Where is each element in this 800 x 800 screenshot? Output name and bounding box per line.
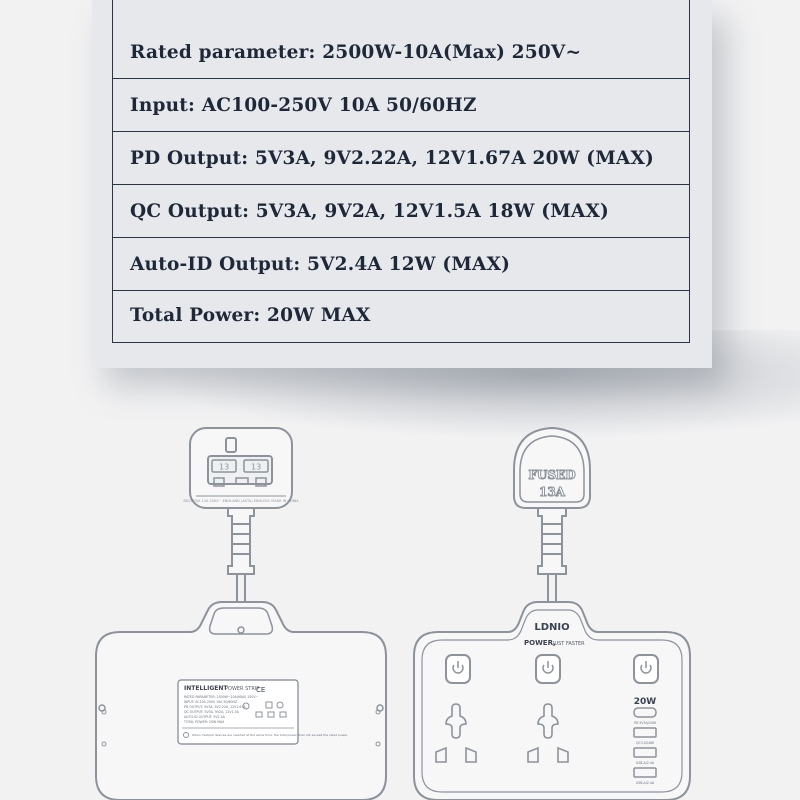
spec-pd-output: PD Output: 5V3A, 9V2.22A, 12V1.67A 20W (MAX) — [112, 132, 690, 185]
spec-rated-parameter: Rated parameter: 2500W-10A(Max) 250V~ — [112, 26, 690, 79]
plug-fine-print: BS1363/A 13A 250V~ ENGLAND (ASTA) ENGLISH, MADE IN CHINA — [183, 499, 299, 503]
power-button-3[interactable] — [634, 655, 658, 683]
port-label-2: QC3.0/18W — [635, 741, 655, 745]
label-warning: When multiple devices are inserted at the same time, the total power shall not exceed the rated power. — [192, 733, 349, 737]
brand-logo: LDNIO — [534, 622, 570, 633]
cord-right — [538, 508, 566, 604]
plug-back-view — [190, 428, 292, 508]
label-line-3: PD OUTPUT: 5V3A, 9V2.22A, 12V1.67A — [184, 705, 246, 709]
label-title-light: POWER STRIP — [225, 686, 260, 692]
fuse-right-label: 13 — [251, 462, 262, 472]
power-button-1[interactable] — [446, 655, 470, 683]
label-line-5: AUTO-ID OUTPUT: 5V2.4A — [184, 715, 225, 719]
label-line-6: TOTAL POWER: 20W MAX — [184, 720, 225, 724]
fused-embossed-text: FUSED — [528, 468, 576, 482]
label-line-4: QC OUTPUT: 5V3A, 9V2A, 12V1.5A — [184, 710, 239, 714]
label-line-2: INPUT: AC100-250V 10A 50/60HZ — [184, 700, 238, 704]
power-badge: 20W — [633, 697, 657, 707]
label-title-bold: INTELLIGENT — [184, 685, 228, 692]
fuse-left-label: 13 — [219, 462, 230, 472]
ce-mark: CE — [256, 686, 266, 694]
spec-auto-id-output: Auto-ID Output: 5V2.4A 12W (MAX) — [112, 238, 690, 291]
port-label-1: PD 5V3A/20W — [633, 721, 657, 725]
spec-input: Input: AC100-250V 10A 50/60HZ — [112, 79, 690, 132]
port-label-3: USB-A/2.4A — [635, 761, 655, 765]
spec-total-power: Total Power: 20W MAX — [130, 305, 371, 326]
slogan-bold: POWER, — [524, 639, 556, 647]
port-label-4: USB-A/2.4A — [635, 781, 655, 785]
power-button-2[interactable] — [536, 655, 560, 683]
slogan-light: JUST FASTER — [553, 641, 585, 647]
cord-left — [228, 508, 254, 604]
label-line-1: RATED PARAMETER: 2500W~10A(MAX) 250V~ — [184, 695, 259, 699]
rating-embossed-text: 13A — [538, 485, 566, 499]
spec-qc-output: QC Output: 5V3A, 9V2A, 12V1.5A 18W (MAX) — [112, 185, 690, 238]
